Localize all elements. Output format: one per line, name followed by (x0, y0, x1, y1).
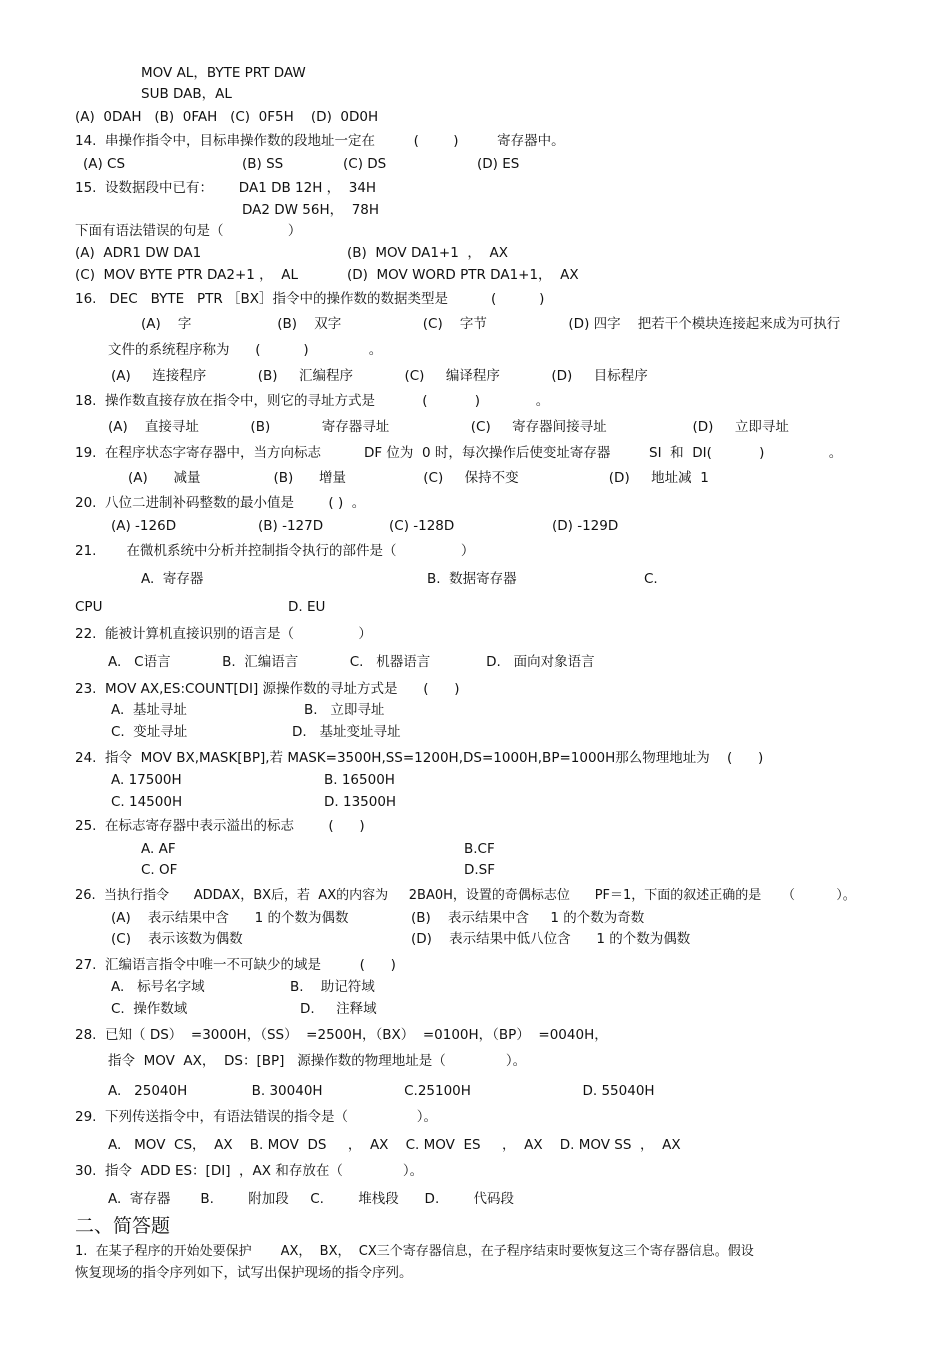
option-24-b: B. 16500H (324, 772, 395, 788)
option-14-c: (C) DS (343, 156, 387, 172)
option-14-a: (A) CS (83, 156, 126, 172)
question-20: 20. 八位二进制补码整数的最小值是 ( ) 。 (75, 495, 366, 511)
short-answer-1: 1. 在某子程序的开始处要保护 AX， BX， CX三个寄存器信息，在子程序结束时要恢复这三个寄存器信息。假设 (75, 1244, 754, 1259)
question-16: 16. DEC BYTE PTR ［BX］指令中的操作数的数据类型是 ( ) (75, 291, 545, 307)
code-line-2: SUB DAB，AL (141, 86, 232, 102)
option-20-a: (A) -126D (111, 518, 177, 534)
option-27-d: D. 注释域 (300, 1001, 377, 1017)
option-15-c: (C) MOV BYTE PTR DA2+1 ， AL (75, 267, 299, 283)
option-21-c: CPU (75, 599, 103, 615)
option-15-a: (A) ADR1 DW DA1 (75, 245, 202, 261)
option-27-b: B. 助记符域 (290, 979, 375, 995)
options-16: (A) 字 (B) 双字 (C) 字节 (D) 四字 把若干个模块连接起来成为可执行 (141, 316, 841, 332)
short-answer-1-line-2: 恢复现场的指令序列如下，试写出保护现场的指令序列。 (75, 1265, 413, 1281)
option-21-d: D. EU (288, 599, 326, 615)
option-20-d: (D) -129D (552, 518, 619, 534)
option-27-a: A. 标号名字域 (111, 979, 205, 995)
question-23: 23. MOV AX,ES:COUNT[DI] 源操作数的寻址方式是 ( ) (75, 681, 460, 697)
question-15-line-3: 下面有语法错误的句是（ ） (75, 223, 302, 239)
question-14: 14. 串操作指令中，目标串操作数的段地址一定在 ( ) 寄存器中。 (75, 133, 565, 149)
question-27: 27. 汇编语言指令中唯一不可缺少的域是 ( ) (75, 957, 396, 973)
option-25-b: B.CF (464, 841, 495, 857)
option-25-c: C. OF (141, 862, 178, 878)
option-26-b: (B) 表示结果中含 1 的个数为奇数 (411, 910, 645, 926)
question-24: 24. 指令 MOV BX,MASK[BP],若 MASK=3500H,SS=1200H,DS=1000H,BP=1000H那么物理地址为 ( ) (75, 750, 764, 766)
question-15: 15. 设数据段中已有： DA1 DB 12H ， 34H (75, 180, 377, 196)
option-27-c: C. 操作数域 (111, 1001, 188, 1017)
option-20-c: (C) -128D (389, 518, 455, 534)
question-21: 21. 在微机系统中分析并控制指令执行的部件是（ ） (75, 543, 475, 559)
option-23-d: D. 基址变址寻址 (292, 724, 401, 740)
question-30: 30. 指令 ADD ES：[DI] ，AX 和存放在（ ）。 (75, 1163, 424, 1179)
options-22: A. C语言 B. 汇编语言 C. 机器语言 D. 面向对象语言 (108, 654, 595, 670)
question-25: 25. 在标志寄存器中表示溢出的标志 ( ) (75, 818, 365, 834)
option-26-a: (A) 表示结果中含 1 的个数为偶数 (111, 910, 349, 926)
option-15-d: (D) MOV WORD PTR DA1+1， AX (347, 267, 579, 283)
question-29: 29. 下列传送指令中，有语法错误的指令是（ ）。 (75, 1109, 437, 1125)
option-24-a: A. 17500H (111, 772, 182, 788)
options-17: (A) 连接程序 (B) 汇编程序 (C) 编译程序 (D) 目标程序 (111, 368, 648, 384)
option-14-d: (D) ES (477, 156, 520, 172)
question-26: 26. 当执行指令 ADDAX，BX后，若 AX的内容为 2BA0H，设置的奇偶标志位 PF＝1，下面的叙述正确的是 （ ）。 (75, 888, 856, 903)
option-23-b: B. 立即寻址 (304, 702, 385, 718)
option-21-a: A. 寄存器 (141, 571, 204, 587)
options-28: A. 25040H B. 30040H C.25100H D. 55040H (108, 1083, 655, 1099)
option-23-a: A. 基址寻址 (111, 702, 187, 718)
options-29: A. MOV CS， AX B. MOV DS ， AX C. MOV ES ， AX D. MOV SS ， AX (108, 1137, 681, 1153)
option-21-b: B. 数据寄存器 (427, 571, 517, 587)
options-19: (A) 减量 (B) 增量 (C) 保持不变 (D) 地址减 1 (128, 470, 709, 486)
option-26-d: (D) 表示结果中低八位含 1 的个数为偶数 (411, 931, 691, 947)
question-28: 28. 已知（ DS） =3000H，（SS） =2500H，（BX） =0100H，（BP） =0040H， (75, 1027, 608, 1043)
options-13: (A) 0DAH (B) 0FAH (C) 0F5H (D) 0D0H (75, 109, 379, 125)
question-22: 22. 能被计算机直接识别的语言是（ ） (75, 626, 372, 642)
option-20-b: (B) -127D (258, 518, 324, 534)
question-15-line-2: DA2 DW 56H， 78H (242, 202, 380, 218)
question-28-line-2: 指令 MOV AX， DS：[BP] 源操作数的物理地址是（ ）。 (108, 1053, 527, 1069)
option-25-d: D.SF (464, 862, 496, 878)
option-21-c-label: C. (644, 571, 658, 587)
option-26-c: (C) 表示该数为偶数 (111, 931, 243, 947)
option-15-b: (B) MOV DA1+1 ， AX (347, 245, 508, 261)
option-24-c: C. 14500H (111, 794, 183, 810)
code-line-1: MOV AL，BYTE PRT DAW (141, 65, 306, 81)
question-18: 18. 操作数直接存放在指令中，则它的寻址方式是 ( ) 。 (75, 393, 550, 409)
question-17-line-2: 文件的系统程序称为 ( ) 。 (108, 342, 383, 358)
options-30: A. 寄存器 B. 附加段 C. 堆栈段 D. 代码段 (108, 1191, 515, 1207)
options-18: (A) 直接寻址 (B) 寄存器寻址 (C) 寄存器间接寻址 (D) 立即寻址 (108, 419, 789, 435)
option-14-b: (B) SS (242, 156, 284, 172)
option-24-d: D. 13500H (324, 794, 397, 810)
section-heading: 二、简答题 (75, 1215, 171, 1237)
question-19: 19. 在程序状态字寄存器中，当方向标志 DF 位为 0 时，每次操作后使变址寄存器 SI 和 DI( ) 。 (75, 445, 843, 461)
option-23-c: C. 变址寻址 (111, 724, 188, 740)
option-25-a: A. AF (141, 841, 176, 857)
